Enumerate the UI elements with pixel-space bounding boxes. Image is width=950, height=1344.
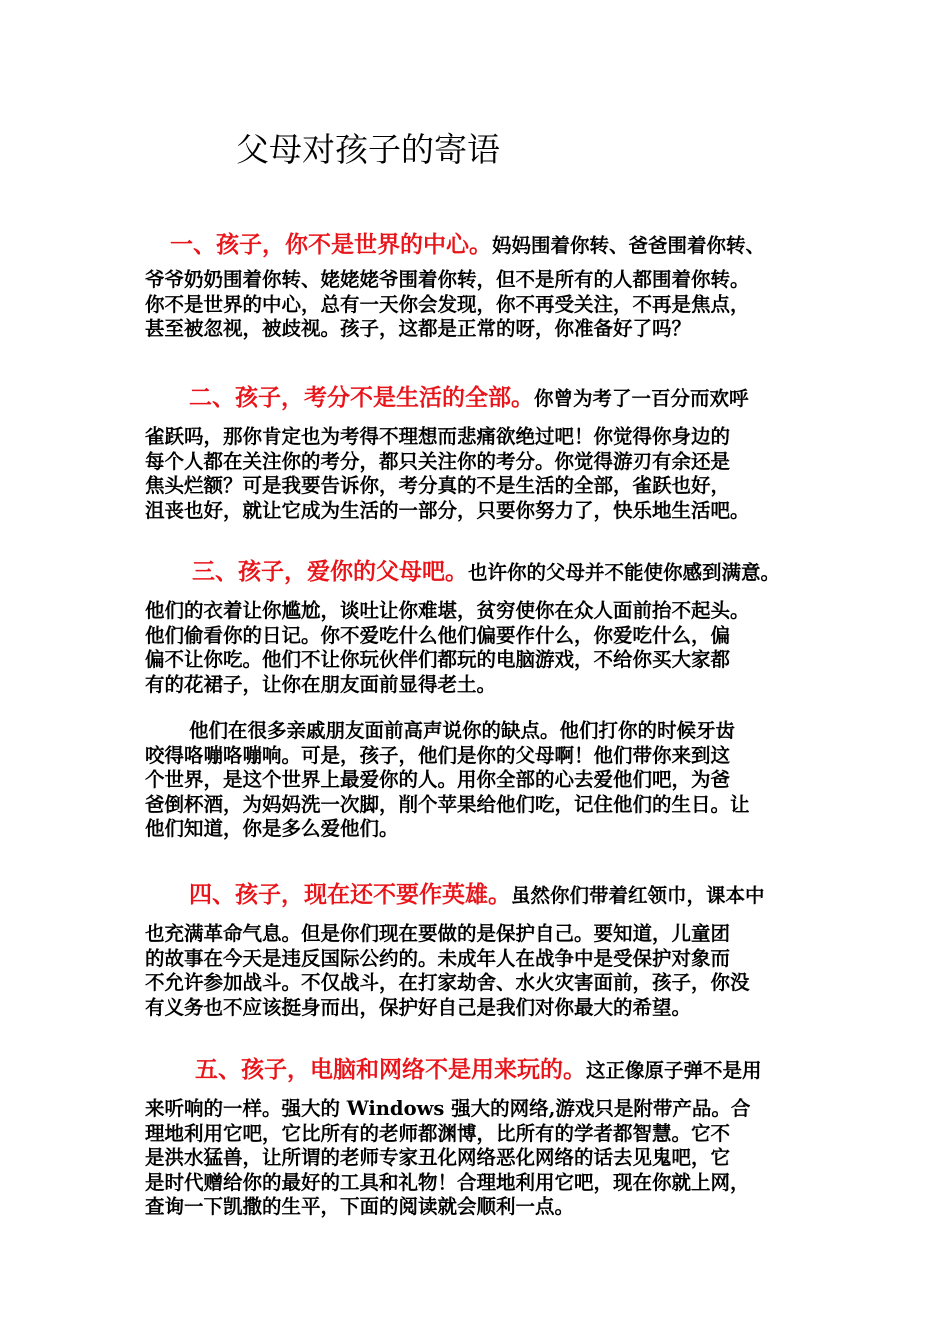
document-title: 父母对孩子的寄语 <box>236 130 500 169</box>
section-heading: 三、孩子，爱你的父母吧。 <box>192 558 468 585</box>
paragraph-line: 咬得咯嘣咯嘣响。可是，孩子，他们是你的父母啊！他们带你来到这 <box>145 743 731 767</box>
paragraph-line: 来听响的一样。强大的 Windows 强大的网络,游戏只是附带产品。合 <box>145 1097 751 1120</box>
section-3 <box>145 560 825 697</box>
paragraph-line: 焦头烂额？可是我要告诉你，考分真的不是生活的全部，雀跃也好， <box>145 474 731 498</box>
section-lead-text: 你曾为考了一百分而欢呼 <box>534 387 749 410</box>
paragraph-line: 你不是世界的中心，总有一天你会发现，你不再受关注，不再是焦点， <box>145 292 750 316</box>
paragraph-line <box>145 719 825 744</box>
section-first-line <box>145 883 825 908</box>
section-lead-text: 也许你的父母并不能使你感到满意。 <box>468 561 781 584</box>
paragraph-line: 的故事在今天是违反国际公约的。未成年人在战争中是受保护对象而 <box>145 946 731 970</box>
section-1 <box>145 233 825 342</box>
section-first-line <box>145 386 825 411</box>
paragraph-line: 有义务也不应该挺身而出，保护好自己是我们对你最大的希望。 <box>145 995 692 1019</box>
paragraph-line: 爸倒杯酒，为妈妈洗一次脚，削个苹果给他们吃，记住他们的生日。让 <box>145 792 750 816</box>
section-first-line <box>145 1058 825 1083</box>
section-lead-text: 虽然你们带着红领巾，课本中 <box>511 884 765 907</box>
section-heading: 五、孩子，电脑和网络不是用来玩的。 <box>195 1056 586 1083</box>
paragraph-line: 爷爷奶奶围着你转、姥姥姥爷围着你转，但不是所有的人都围着你转。 <box>145 268 750 291</box>
section-5 <box>145 1058 825 1220</box>
section-first-line <box>145 560 825 585</box>
paragraph-line: 是时代赠给你的最好的工具和礼物！合理地利用它吧，现在你就上网， <box>145 1170 750 1194</box>
paragraph-line: 他们偷看你的日记。你不爱吃什么他们偏要作什么，你爱吃什么，偏 <box>145 623 731 647</box>
section-first-line <box>145 233 825 258</box>
paragraph-line: 有的花裙子，让你在朋友面前显得老土。 <box>145 672 497 696</box>
paragraph-line: 也充满革命气息。但是你们现在要做的是保护自己。要知道，儿童团 <box>145 922 731 945</box>
paragraph-line: 是洪水猛兽，让所谓的老师专家丑化网络恶化网络的话去见鬼吧，它 <box>145 1146 731 1170</box>
paragraph-line: 偏不让你吃。他们不让你玩伙伴们都玩的电脑游戏，不给你买大家都 <box>145 648 731 672</box>
paragraph-line: 每个人都在关注你的考分，都只关注你的考分。你觉得游刃有余还是 <box>145 449 731 473</box>
section-3-continuation <box>145 719 825 842</box>
paragraph-line: 个世界，是这个世界上最爱你的人。用你全部的心去爱他们吧，为爸 <box>145 768 731 792</box>
paragraph-line: 理地利用它吧，它比所有的老师都渊博，比所有的学者都智慧。它不 <box>145 1121 731 1145</box>
section-lead-text: 这正像原子弹不是用 <box>586 1059 762 1082</box>
section-heading: 四、孩子，现在还不要作英雄。 <box>189 881 511 908</box>
paragraph-line: 沮丧也好，就让它成为生活的一部分，只要你努力了，快乐地生活吧。 <box>145 498 750 522</box>
paragraph-line: 他们的衣着让你尴尬，谈吐让你难堪，贫穷使你在众人面前抬不起头。 <box>145 599 750 622</box>
paragraph-line: 甚至被忽视，被歧视。孩子，这都是正常的呀，你准备好了吗？ <box>145 317 692 341</box>
paragraph-line: 查询一下凯撒的生平，下面的阅读就会顺利一点。 <box>145 1195 575 1219</box>
paragraph-line: 雀跃吗，那你肯定也为考得不理想而悲痛欲绝过吧！你觉得你身边的 <box>145 425 731 448</box>
section-heading: 二、孩子，考分不是生活的全部。 <box>189 384 534 411</box>
paragraph-line: 他们知道，你是多么爱他们。 <box>145 817 399 841</box>
paragraph-first-line-text: 他们在很多亲戚朋友面前高声说你的缺点。他们打你的时候牙齿 <box>189 719 736 742</box>
section-heading: 一、孩子，你不是世界的中心。 <box>170 231 492 258</box>
paragraph-line: 不允许参加战斗。不仅战斗，在打家劫舍、水火灾害面前，孩子，你没 <box>145 971 750 995</box>
section-2 <box>145 386 825 523</box>
section-4 <box>145 883 825 1020</box>
section-lead-text: 妈妈围着你转、爸爸围着你转、 <box>492 234 766 257</box>
